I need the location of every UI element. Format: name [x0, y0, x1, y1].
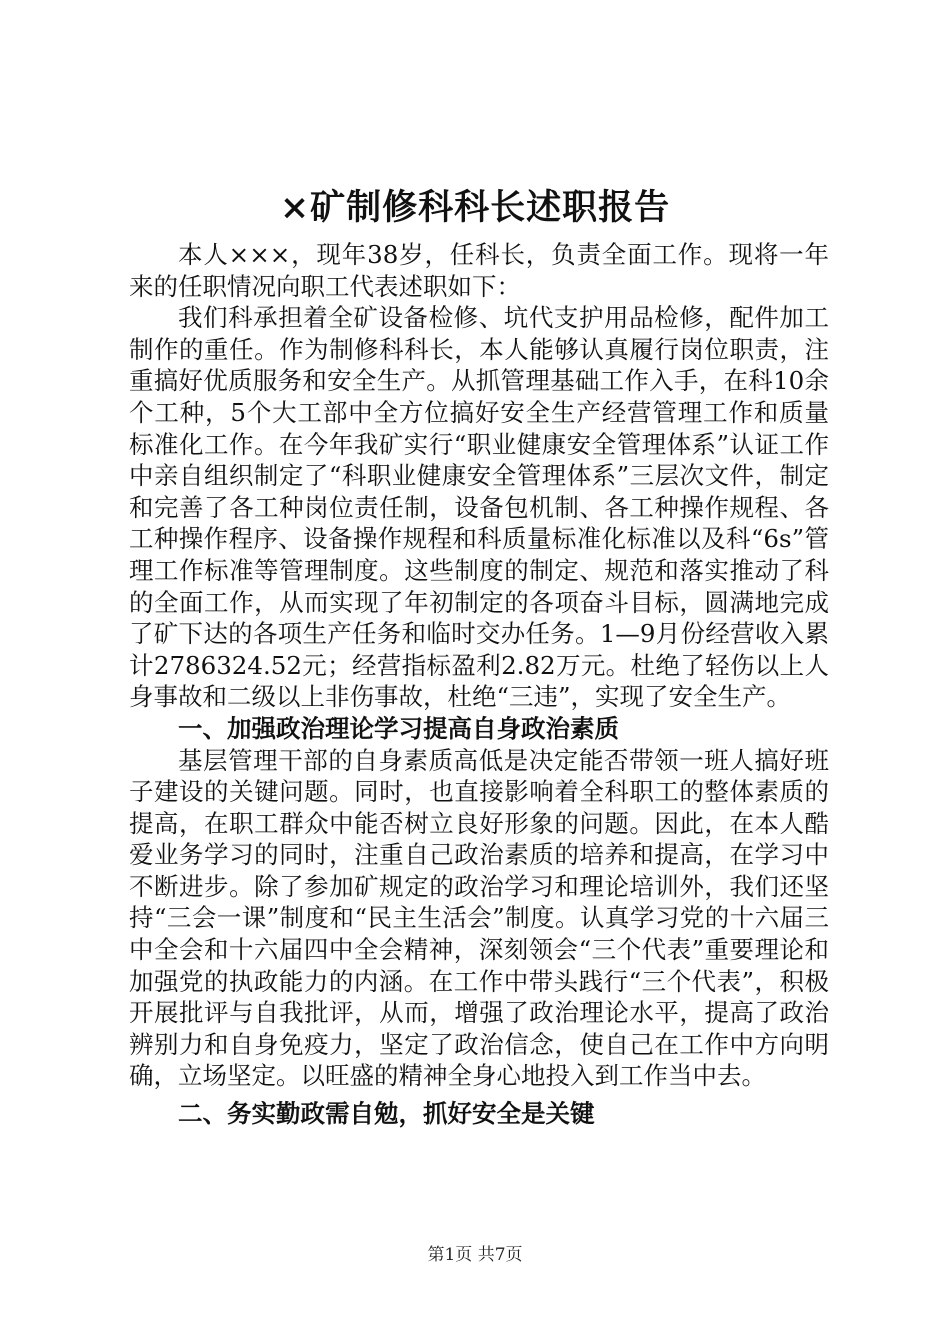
section-1-paragraph: 基层管理干部的自身素质高低是决定能否带领一班人搞好班子建设的关键问题。同时，也直接影响着全科职工的整体素质的提高，在职工群众中能否树立良好形象的问题。因此，在本人酷爱业务学习的同时，注重自己政治素质的培养和提高，在学习中不断进步。除了参加矿规定的政治学习和理论培训外，我们还坚持“三会一课”制度和“民主生活会”制度。认真学习党的十六届三中全会和十六届四中全会精神，深刻领会“三个代表”重要理论和加强党的执政能力的内涵。在工作中带头践行“三个代表”，积极开展批评与自我批评，从而，增强了政治理论水平，提高了政治辨别力和自身免疫力，坚定了政治信念，使自己在工作中方向明确，立场坚定。以旺盛的精神全身心地投入到工作当中去。 [129, 745, 829, 1091]
document-body [129, 239, 829, 1130]
intro-paragraph: 本人×××，现年38岁，任科长，负责全面工作。现将一年来的任职情况向职工代表述职如下： [129, 240, 829, 301]
page-number-footer: 第1页 共7页 [427, 1245, 523, 1265]
work-summary-paragraph: 我们科承担着全矿设备检修、坑代支护用品检修，配件加工制作的重任。作为制修科科长，本人能够认真履行岗位职责，注重搞好优质服务和安全生产。从抓管理基础工作入手，在科10余个工种，5个大工部中全方位搞好安全生产经营管理工作和质量标准化工作。在今年我矿实行“职业健康安全管理体系”认证工作中亲自组织制定了“科职业健康安全管理体系”三层次文件，制定和完善了各工种岗位责任制，设备包机制、各工种操作规程、各工种操作程序、设备操作规程和科质量标准化标准以及科“6s”管理工作标准等管理制度。这些制度的制定、规范和落实推动了科的全面工作，从而实现了年初制定的各项奋斗目标，圆满地完成了矿下达的各项生产任务和临时交办任务。1—9月份经营收入累计2786324.52元；经营指标盈利2.82万元。杜绝了轻伤以上人身事故和二级以上非伤事故，杜绝“三违”，实现了安全生产。 [129, 303, 829, 712]
section-heading-1: 一、加强政治理论学习提高自身政治素质 [178, 713, 619, 743]
document-title: ×矿制修科科长述职报告 [279, 187, 671, 228]
section-heading-2: 二、务实勤政需自勉，抓好安全是关键 [178, 1099, 595, 1129]
